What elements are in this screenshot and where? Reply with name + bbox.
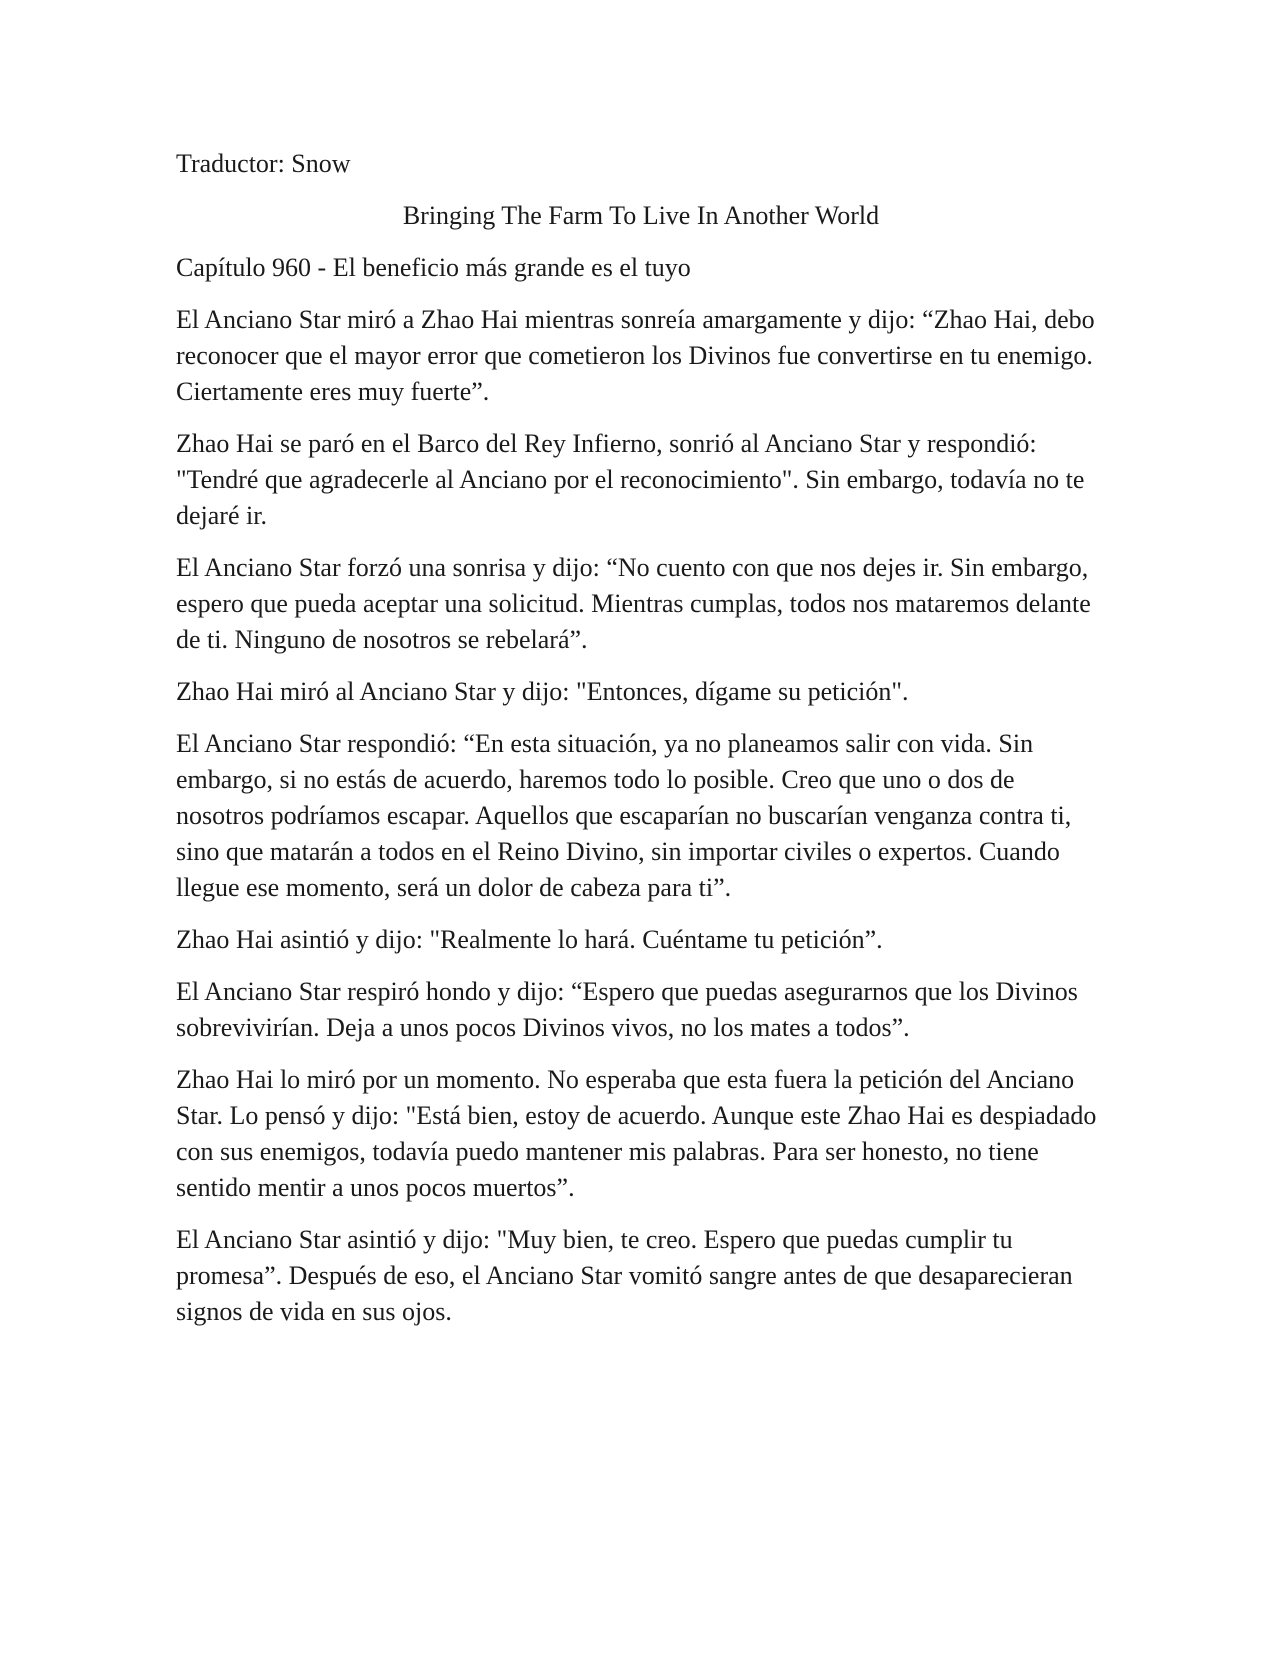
translator-credit: Traductor: Snow: [176, 149, 351, 178]
paragraph-2: Zhao Hai se paró en el Barco del Rey Infierno, sonrió al Anciano Star y respondió: "Tendré que agradecerle al Anciano por el reconocimiento". Sin embargo, todavía no te dejaré ir.: [176, 429, 1085, 530]
paragraph-1: El Anciano Star miró a Zhao Hai mientras sonreía amargamente y dijo: “Zhao Hai, debo reconocer que el mayor error que cometieron los Divinos fue convertirse en tu enemigo. Ciertamente eres muy fuerte”.: [176, 305, 1095, 406]
paragraph-7: El Anciano Star respiró hondo y dijo: “Espero que puedas asegurarnos que los Divinos sobrevivirían. Deja a unos pocos Divinos vivos, no los mates a todos”.: [176, 977, 1078, 1042]
document-body: [176, 146, 1106, 1346]
paragraph-8: Zhao Hai lo miró por un momento. No esperaba que esta fuera la petición del Anciano Star. Lo pensó y dijo: "Está bien, estoy de acuerdo. Aunque este Zhao Hai es despiadado con sus enemigos, todavía puedo mantener mis palabras. Para ser honesto, no tiene sentido mentir a unos pocos muertos”.: [176, 1065, 1097, 1202]
paragraph-3: El Anciano Star forzó una sonrisa y dijo: “No cuento con que nos dejes ir. Sin embargo, espero que pueda aceptar una solicitud. Mientras cumplas, todos nos mataremos delante de ti. Ninguno de nosotros se rebelará”.: [176, 553, 1091, 654]
paragraph-9: El Anciano Star asintió y dijo: "Muy bien, te creo. Espero que puedas cumplir tu promesa”. Después de eso, el Anciano Star vomitó sangre antes de que desaparecieran signos de vida en sus ojos.: [176, 1225, 1073, 1326]
book-title: Bringing The Farm To Live In Another World: [402, 201, 880, 230]
chapter-heading: Capítulo 960 - El beneficio más grande es el tuyo: [176, 253, 691, 282]
paragraph-4: Zhao Hai miró al Anciano Star y dijo: "Entonces, dígame su petición".: [176, 677, 909, 706]
paragraph-6: Zhao Hai asintió y dijo: "Realmente lo hará. Cuéntame tu petición”.: [176, 925, 883, 954]
paragraph-5: El Anciano Star respondió: “En esta situación, ya no planeamos salir con vida. Sin embargo, si no estás de acuerdo, haremos todo lo posible. Creo que uno o dos de nosotros podríamos escapar. Aquellos que escaparían no buscarían venganza contra ti, sino que matarán a todos en el Reino Divino, sin importar civiles o expertos. Cuando llegue ese momento, será un dolor de cabeza para ti”.: [176, 729, 1072, 902]
